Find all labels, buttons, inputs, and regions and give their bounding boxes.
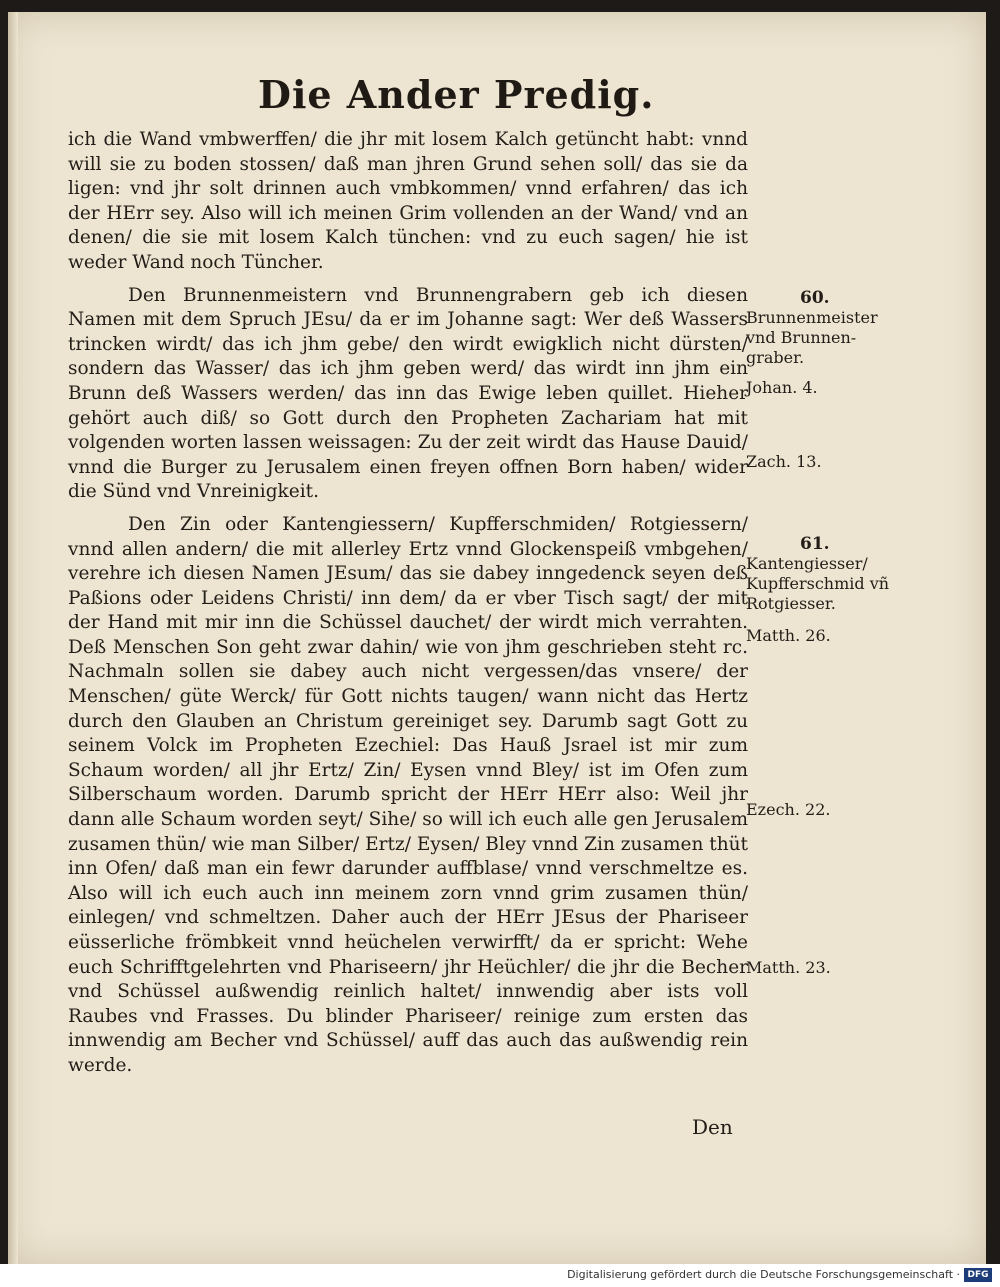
margin-note-line: Kantengiesser/ — [746, 554, 868, 573]
margin-note-61 — [746, 534, 889, 614]
margin-note-line: Rotgiesser. — [746, 594, 836, 613]
main-text-column — [68, 128, 748, 1079]
running-head: Die Ander Predig. — [258, 72, 655, 117]
margin-note-matth26: Matth. 26. — [746, 626, 831, 645]
paragraph-brunnenmeister: Den Brunnenmeistern vnd Brunnengrabern geb ich diesen Namen mit dem Spruch JEsu/ da er im Johanne sagt: Wer deß Wassers trincken wirdt/ das ich jhm gebe/ den wirdt ewigklich nicht dürsten/ sondern das Wasser/ das ich jhm geben werd/ das wirdt inn jhm ein Brunn deß Wassers werden/ das inn das Ewige leben quillet. Hieher gehört auch diß/ so Gott durch den Propheten Zachariam hat mit volgenden worten lassen weissagen: Zu der zeit wirdt das Hause Dauid/ vnnd die Burger zu Jerusalem einen freyen offnen Born haben/ wider die Sünd vnd Vnreinigkeit. — [68, 284, 748, 503]
paragraph-wall-continuation: ich die Wand vmbwerffen/ die jhr mit losem Kalch getüncht habt: vnnd will sie zu boden stossen/ daß man jhren Grund sehen soll/ das sie da ligen: vnd jhr solt drinnen auch vmbkommen/ vnnd erfahren/ das ich der HErr sey. Also will ich meinen Grim vollenden an der Wand/ vnd an denen/ die sie mit losem Kalch tünchen: vnd zu euch sagen/ hie ist weder Wand noch Tüncher. — [68, 129, 748, 273]
margin-note-line: Kupfferschmid vñ — [746, 574, 890, 593]
margin-note-matth23: Matth. 23. — [746, 958, 831, 977]
margin-note-zach: Zach. 13. — [746, 452, 822, 471]
margin-note-johan: Johan. 4. — [746, 378, 818, 397]
margin-note-number: 61. — [800, 534, 830, 554]
margin-note-ezech: Ezech. 22. — [746, 800, 831, 819]
margin-note-60 — [746, 288, 878, 368]
margin-note-number: 60. — [800, 288, 830, 308]
margin-note-line: Brunnenmeister — [746, 308, 878, 327]
book-page — [8, 12, 986, 1264]
margin-note-line: graber. — [746, 348, 805, 367]
page-gutter-edge — [8, 12, 18, 1264]
dfg-logo: DFG — [964, 1268, 992, 1282]
margin-note-line: vnd Brunnen- — [746, 328, 857, 347]
funding-credit: Digitalisierung gefördert durch die Deutsche Forschungsgemeinschaft · — [567, 1268, 960, 1281]
margin-notes — [746, 12, 976, 1264]
catchword: Den — [692, 1115, 733, 1139]
paragraph-kantengiesser: Den Zin oder Kantengiessern/ Kupfferschmiden/ Rotgiessern/ vnnd allen andern/ die mit allerley Ertz vnnd Glockenspeiß vmbgehen/ verehre ich diesen Namen JEsum/ das sie dabey inngedenck seyen deß Paßions oder Leidens Christi/ inn dem/ da er vber Tisch sagt/ der mit der Hand mit mir inn die Schüssel dauchet/ der wirdt mich verrahten. Deß Menschen Son geht zwar dahin/ wie von jhm geschrieben steht rc. Nachmaln sollen sie dabey auch nicht vergessen/das vnsere/ der Menschen/ güte Werck/ für Gott nichts taugen/ wann nicht das Hertz durch den Glauben an Christum gereiniget sey. Darumb sagt Gott zu seinem Volck im Propheten Ezechiel: Das Hauß Jsrael ist mir zum Schaum worden/ all jhr Ertz/ Zin/ Eysen vnnd Bley/ ist im Ofen zum Silberschaum worden. Darumb spricht der HErr HErr also: Weil jhr dann alle Schaum worden seyt/ Sihe/ so will ich euch alle gen Jerusalem zusamen thün/ wie man Silber/ Ertz/ Eysen/ Bley vnnd Zin zusamen thüt inn Ofen/ daß man ein fewr darunder auffblase/ vnnd verschmeltze es. Also will ich euch auch inn meinem zorn vnnd grim zusamen thün/ einlegen/ vnd schmeltzen. Daher auch der HErr JEsus der Phariseer eüsserliche frömbkeit vnnd heüchelen verwirfft/ da er spricht: Wehe euch Schrifftgelehrten vnd Phariseern/ jhr Heüchler/ die jhr die Becher vnd Schüssel außwendig reinlich haltet/ innwendig aber ists voll Raubes vnd Frasses. Du blinder Phariseer/ reinige zum ersten das innwendig am Becher vnd Schüssel/ auff das auch das außwendig rein werde. — [68, 513, 748, 1076]
footer-bar — [0, 1264, 1000, 1287]
